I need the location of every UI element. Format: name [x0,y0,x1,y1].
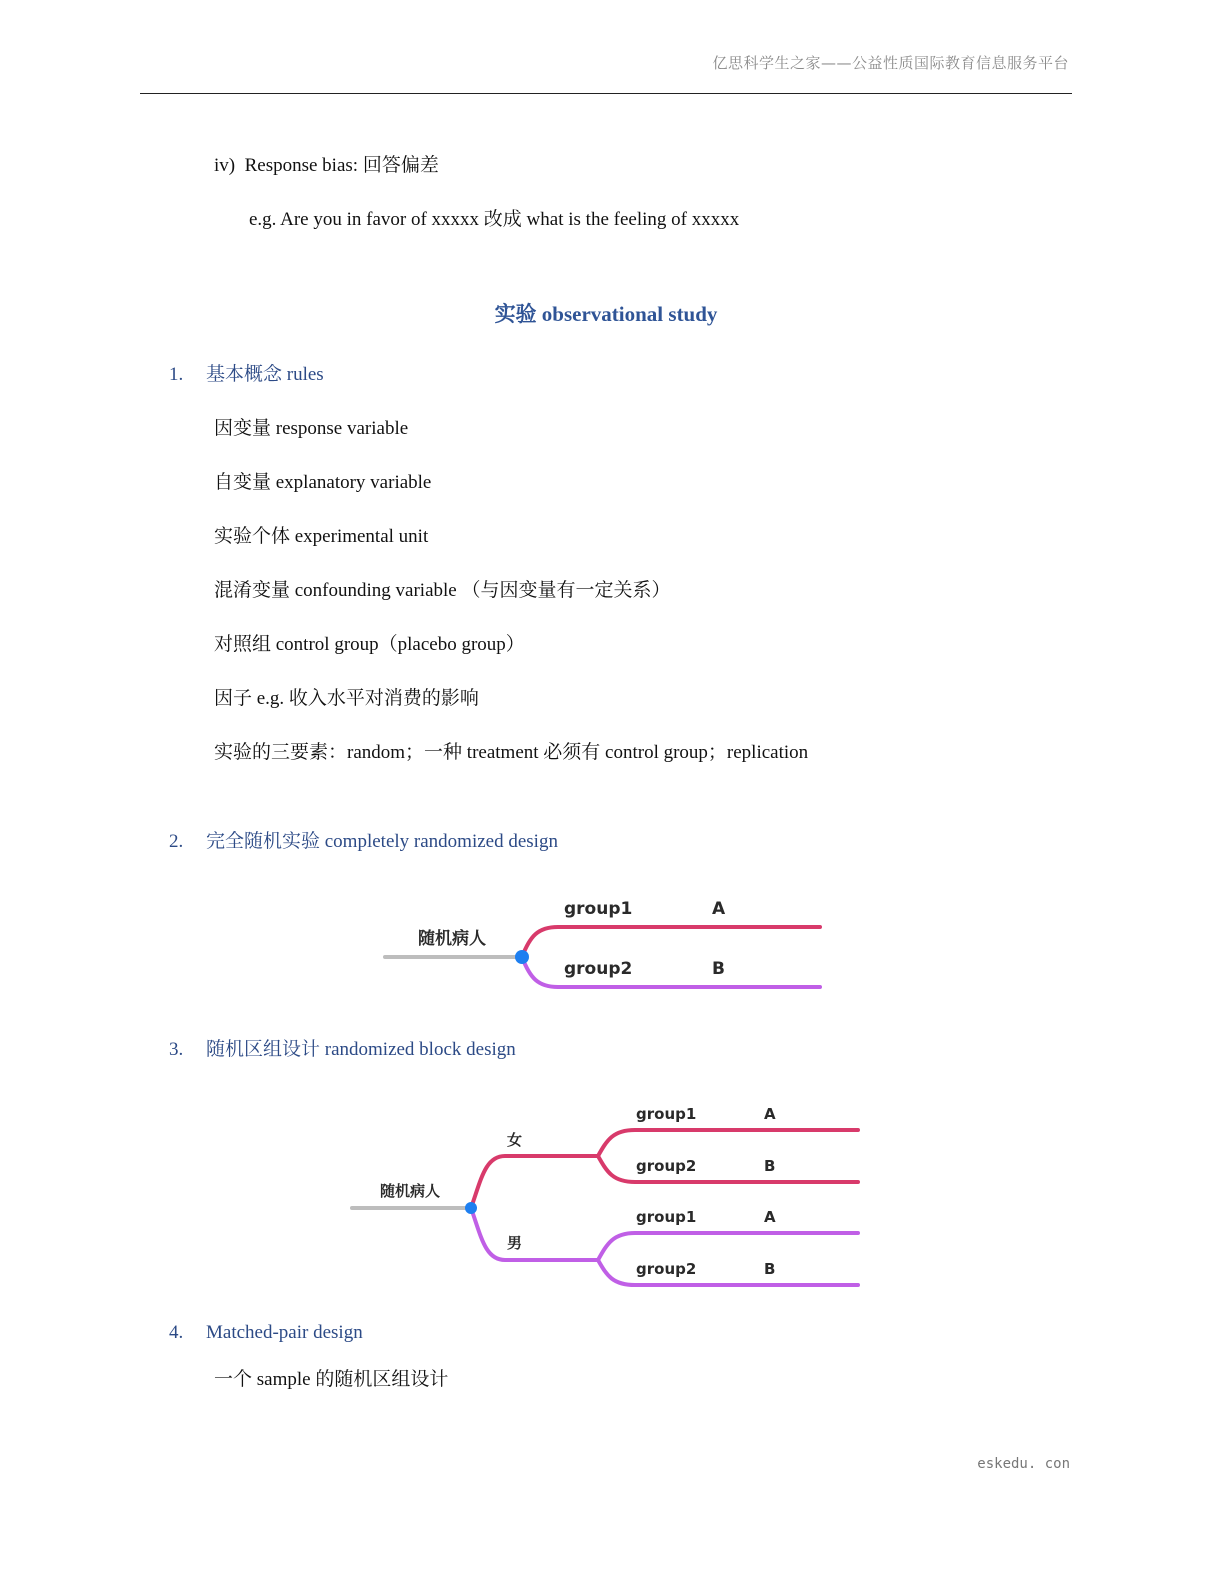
group-label: group1 [636,1208,697,1226]
header-divider [140,93,1072,94]
group-label: group2 [564,959,633,979]
block-label-female: 女 [507,1131,523,1149]
bias-item-text: Response bias: 回答偏差 [244,155,439,176]
concept-item: 因子 e.g. 收入水平对消费的影响 [214,688,479,709]
treatment-label: A [712,899,726,919]
root-label: 随机病人 [418,929,486,949]
group-label: group2 [636,1157,697,1175]
section-2-number: 2. [169,831,184,852]
completely-randomized-diagram [380,890,830,1000]
concept-item: 因变量 response variable [214,418,409,439]
section-3-number: 3. [169,1039,184,1060]
section-4-note: 一个 sample 的随机区组设计 [214,1369,449,1390]
section-1-number: 1. [169,364,184,385]
section-4-heading [169,1322,363,1344]
concept-item: 混淆变量 confounding variable （与因变量有一定关系） [214,580,671,601]
bias-item-label: iv) [214,155,236,176]
treatment-label: A [764,1208,776,1226]
group-label: group1 [564,899,633,919]
section-4-heading-text: Matched-pair design [206,1322,363,1343]
treatment-label: B [764,1260,776,1278]
root-node [465,1202,477,1214]
footer-text: eskedu. con [977,1456,1070,1472]
concept-item: 实验的三要素：random；一种 treatment 必须有 control group；replication [214,742,809,763]
section-4-number: 4. [169,1322,184,1343]
treatment-label: B [712,959,725,979]
root-node [515,950,529,964]
branch-line-male-group1 [598,1233,858,1260]
group-label: group2 [636,1260,697,1278]
group-label: group1 [636,1105,697,1123]
section-3-heading [169,1034,516,1061]
header-text: 亿思科学生之家——公益性质国际教育信息服务平台 [712,54,1069,72]
bias-item [214,150,439,177]
concept-item: 对照组 control group（placebo group） [214,634,525,655]
treatment-label: B [764,1157,776,1175]
section-1-heading [169,359,324,386]
concept-item: 自变量 explanatory variable [214,472,432,493]
section-2-heading-text: 完全随机实验 completely randomized design [206,831,558,852]
block-line-male [471,1208,598,1260]
concept-item: 实验个体 experimental unit [214,526,429,547]
section-1-heading-text: 基本概念 rules [206,364,324,385]
section-title: 实验 observational study [494,302,718,326]
section-3-heading-text: 随机区组设计 randomized block design [206,1039,516,1060]
branch-line-female-group1 [598,1130,858,1156]
block-label-male: 男 [507,1234,523,1252]
treatment-label: A [764,1105,776,1123]
randomized-block-diagram [345,1095,870,1295]
root-label: 随机病人 [380,1182,441,1200]
section-2-heading [169,826,558,853]
block-line-female [471,1156,598,1208]
bias-example: e.g. Are you in favor of xxxxx 改成 what is the feeling of xxxxx [249,209,740,230]
branch-line-group1 [522,927,820,957]
